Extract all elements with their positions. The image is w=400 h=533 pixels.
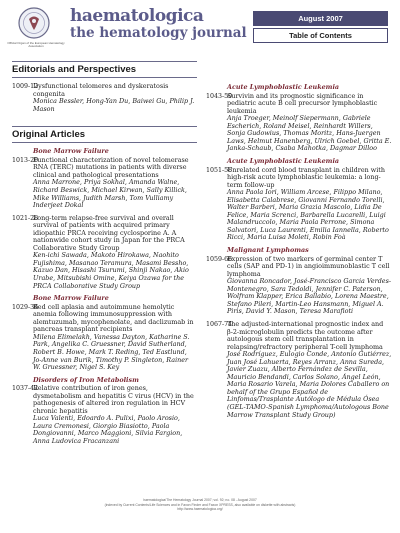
section-heading-original: Original Articles [12,126,197,143]
toc-entry[interactable] [206,93,392,153]
toc-entry[interactable] [12,83,197,113]
article-authors: Luca Valenti, Edoardo A. Pulixi, Paolo Arosio, Laura Cremonesi, Giorgio Biasiotto, Paola Dongiovanni, Marco Maggioni, Silvia Fargion, Anna Ludovica Fracanzani [33,414,183,446]
right-column [206,84,392,424]
category-label: Acute Lymphoblastic Leukemia [227,83,340,91]
article-authors: José Rodríguez, Eulogio Conde, Antonio Gutiérrez, Juan José Lahuerta, Reyes Arranz, Anna Sureda, Javier Zuazu, Alberto Fernández de Sevilla, Mauricio Bendandi, Carlos Solano, Ángel León, Maria Rosario Varela, Maria Dolores Caballero on behalf of the Grupo Español de Linfomas/Trasplante Autólogo de Médula Ósea (GEL-TAMO-Spanish Lymphoma/Autologous Bone Marrow Transplant Study Group) [227,350,392,419]
journal-subtitle: the hematology journal [70,25,247,41]
article-title: Survivin and its prognostic significance in pediatric acute B cell precursor lymphoblastic leukemia [227,91,378,115]
article-title: Relative contribution of iron genes, dysmetabolism and hepatitis C virus (HCV) in the pathogenesis of altered iron regulation in HCV chronic hepatitis [33,384,194,415]
issue-date: August 2007 [253,11,388,26]
article-title: Functional characterization of novel telomerase RNA (TERC) mutations in patients with diverse clinical and pathological presentations [33,155,189,179]
category-label: Disorders of Iron Metabolism [33,375,139,384]
left-column [12,61,197,451]
category-label: Malignant Lymphomas [227,246,309,255]
article-title: The adjusted-international prognostic index and β-2-microglobulin predicts the outcome after autologous stem cell transplantation in relapsing/refractory peripheral T-cell lymphoma [227,320,384,351]
article-authors: Anna Marrone, Priya Sokhal, Amanda Walne, Richard Beswick, Michael Kirwan, Sally Killick, Mike Williams, Judith Marsh, Tom Vulliamy Inderjeet Dokal [33,178,187,210]
page-range: 1037-42 [12,385,39,393]
article-title: Red cell aplasia and autoimmune hemolytic anemia following immunosuppression with alemtuzumab, mycophenolate, and daclizumab in pancreas transplant recipients [33,302,194,334]
toc-entry[interactable] [12,157,197,210]
seal-caption: Official Organ of the European Hematology Association [7,41,65,49]
category-label: Bone Marrow Failure [33,147,109,156]
article-title: Expression of two markers of germinal center T cells (SAP and PD-1) in angioimmunoblastic T cell lymphoma [227,254,390,278]
journal-name: haematologica [70,6,204,26]
article-title: Long-term relapse-free survival and overall survival of patients with acquired primary idiopathic PRCA receiving cyclosporine A. A nationwide cohort study in Japan for the PRCA Collaborative Study Group [33,213,185,252]
section-heading-editorials: Editorials and Perspectives [12,61,197,78]
toc-label: Table of Contents [253,28,388,43]
category-label: Bone Marrow Failure [33,294,109,303]
journal-brand [70,7,247,41]
page-range: 1043-50 [206,92,233,100]
footer-indexing: (indexed by Current Contents/Life Sciences and in Faxon Finder and Faxon XPRESS, also available on diskette with abstracts) [104,502,296,507]
article-authors: Ken-ichi Sawada, Makoto Hirokawa, Naohito Fujishima, Masanao Teramura, Masami Bessho, Kazuo Dan, Hisashi Tsurumi, Shinji Nakao, Akio Urabe, Mitsubishi Omine, Keiya Ozawa for the PRCA Collaborative Study Group [33,251,189,290]
page-footer [40,498,360,512]
toc-entry[interactable] [206,167,392,242]
article-authors: Giovanna Roncador, José-Francisco Garcia Verdes-Montenegro, Sara Tedoldi, Jennifer C. Paterson, Wolfram Klapper, Erica Ballabio, Lorena Maestre, Stefano Pileri, Martin-Leo Hansmann, Miguel A. Piris, David Y. Mason, Teresa Marafioti [227,277,392,316]
article-title: Unrelated cord blood transplant in children with high-risk acute lymphoblastic leukemia: a long-term follow-up [227,165,385,189]
footer-citation: haematologica/The Hematology Journal 2007; vol. 92; no. 08 - August 2007 [143,498,257,502]
footer-url[interactable]: http://www.haematologica.org/ [177,507,223,512]
page-range: 1051-58 [206,166,233,174]
page-range: 1029-36 [12,303,39,311]
article-authors: Monica Bessler, Hong-Yan Du, Baiwei Gu, Philip J. Mason [33,97,195,113]
eha-seal-logo [6,6,66,56]
page-range: 1059-66 [206,255,233,263]
toc-entry[interactable] [12,385,197,445]
toc-entry[interactable] [12,215,197,290]
page-range: 1009-12 [12,83,39,90]
article-authors: Anja Troeger, Meinolf Siepermann, Gabriele Escherich, Roland Meisel, Reinhardt Willers, Sonja Gudowius, Thomas Moritz, Hans-Juergen Laws, Helmut Hanenberg, Ulrich Goebel, Gritta E. Janka-Schaub, Csaba Mahotka, Dagmar Dilloo [227,114,392,153]
page-range: 1021-28 [12,214,39,222]
article-authors: Milena Elimelakh, Vanessa Dayton, Katharine S. Park, Angelika C. Gruessner, David Sutherland, Robert B. Howe, Mark T. Reding, Ted Eastlund, Jo-Anne van Burik, Timothy P. Singleton, Rainer W. Gruessner, Nigel S. Key [33,332,190,372]
category-label: Acute Lymphoblastic Leukemia [227,156,340,165]
journal-header [0,0,400,56]
toc-entry[interactable] [206,256,392,316]
seal-icon [6,6,62,40]
article-authors: Anna Paola Iori, William Arcese, Filippo Milano, Elisabetta Calabrese, Giovanni Fernando Torelli, Walter Barberi, Maria Grazia Mascolo, Lidia De Felice, Maria Screnci, Barbarella Lucarelli, Luigi Malandruccolo, Maria Paola Perrone, Simona Salvatori, Luca Laurenti, Emilia Iannella, Roberto Ricci, Maria Luisa Moleti, Robin Foà [227,188,389,242]
article-title: Dysfunctional telomeres and dyskeratosis congenita [33,82,169,98]
page-range: 1067-74 [206,321,233,328]
toc-entry[interactable] [12,304,197,372]
page-range: 1013-20 [12,156,39,164]
toc-entry[interactable] [206,321,392,419]
